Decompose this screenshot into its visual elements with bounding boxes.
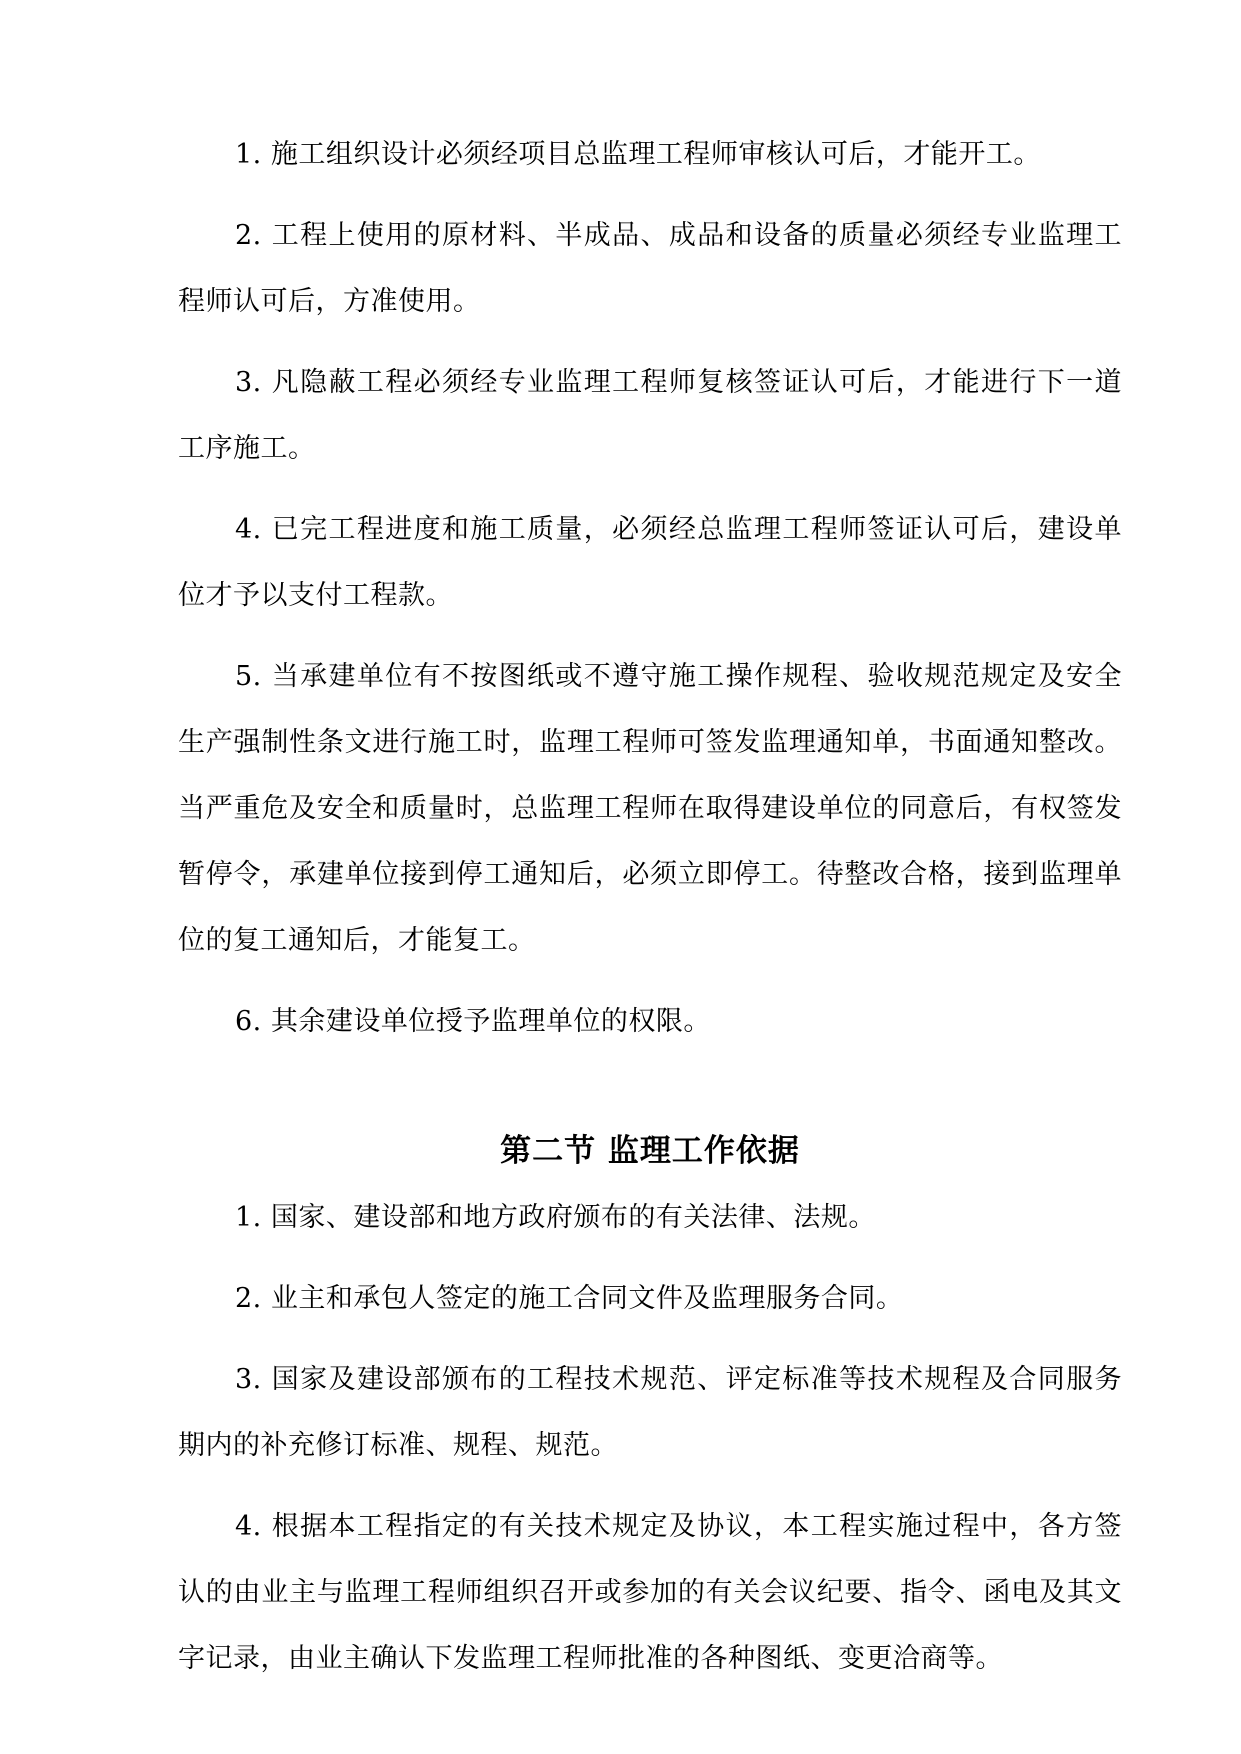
paragraph-2-4: 4. 根据本工程指定的有关技术规定及协议，本工程实施过程中，各方签认的由业主与监理工程师组织召开或参加的有关会议纪要、指令、函电及其文字记录，由业主确认下发监理工程师批准的各种图纸、变更洽商等。 [178, 1511, 1122, 1674]
paragraph-1-1: 1. 施工组织设计必须经项目总监理工程师审核认可后，才能开工。 [235, 139, 1041, 170]
section-1-paragraphs [178, 122, 1122, 1055]
paragraph-2-2: 2. 业主和承包人签定的施工合同文件及监理服务合同。 [235, 1283, 904, 1314]
page-content [178, 122, 1122, 1707]
paragraph-1-5: 5. 当承建单位有不按图纸或不遵守施工操作规程、验收规范规定及安全生产强制性条文进行施工时，监理工程师可签发监理通知单，书面通知整改。当严重危及安全和质量时，总监理工程师在取得建设单位的同意后，有权签发暂停令，承建单位接到停工通知后，必须立即停工。待整改合格，接到监理单位的复工通知后，才能复工。 [178, 661, 1122, 956]
paragraph-1-2: 2. 工程上使用的原材料、半成品、成品和设备的质量必须经专业监理工程师认可后，方准使用。 [178, 220, 1122, 317]
section-2-heading: 第二节 监理工作依据 [500, 1133, 800, 1169]
paragraph-2-3: 3. 国家及建设部颁布的工程技术规范、评定标准等技术规程及合同服务期内的补充修订标准、规程、规范。 [178, 1364, 1122, 1461]
paragraph-2-1: 1. 国家、建设部和地方政府颁布的有关法律、法规。 [235, 1202, 876, 1233]
paragraph-1-4: 4. 已完工程进度和施工质量，必须经总监理工程师签证认可后，建设单位才予以支付工程款。 [178, 514, 1122, 611]
paragraph-1-6: 6. 其余建设单位授予监理单位的权限。 [235, 1006, 711, 1037]
paragraph-1-3: 3. 凡隐蔽工程必须经专业监理工程师复核签证认可后，才能进行下一道工序施工。 [178, 367, 1122, 464]
section-2-paragraphs [178, 1185, 1122, 1692]
